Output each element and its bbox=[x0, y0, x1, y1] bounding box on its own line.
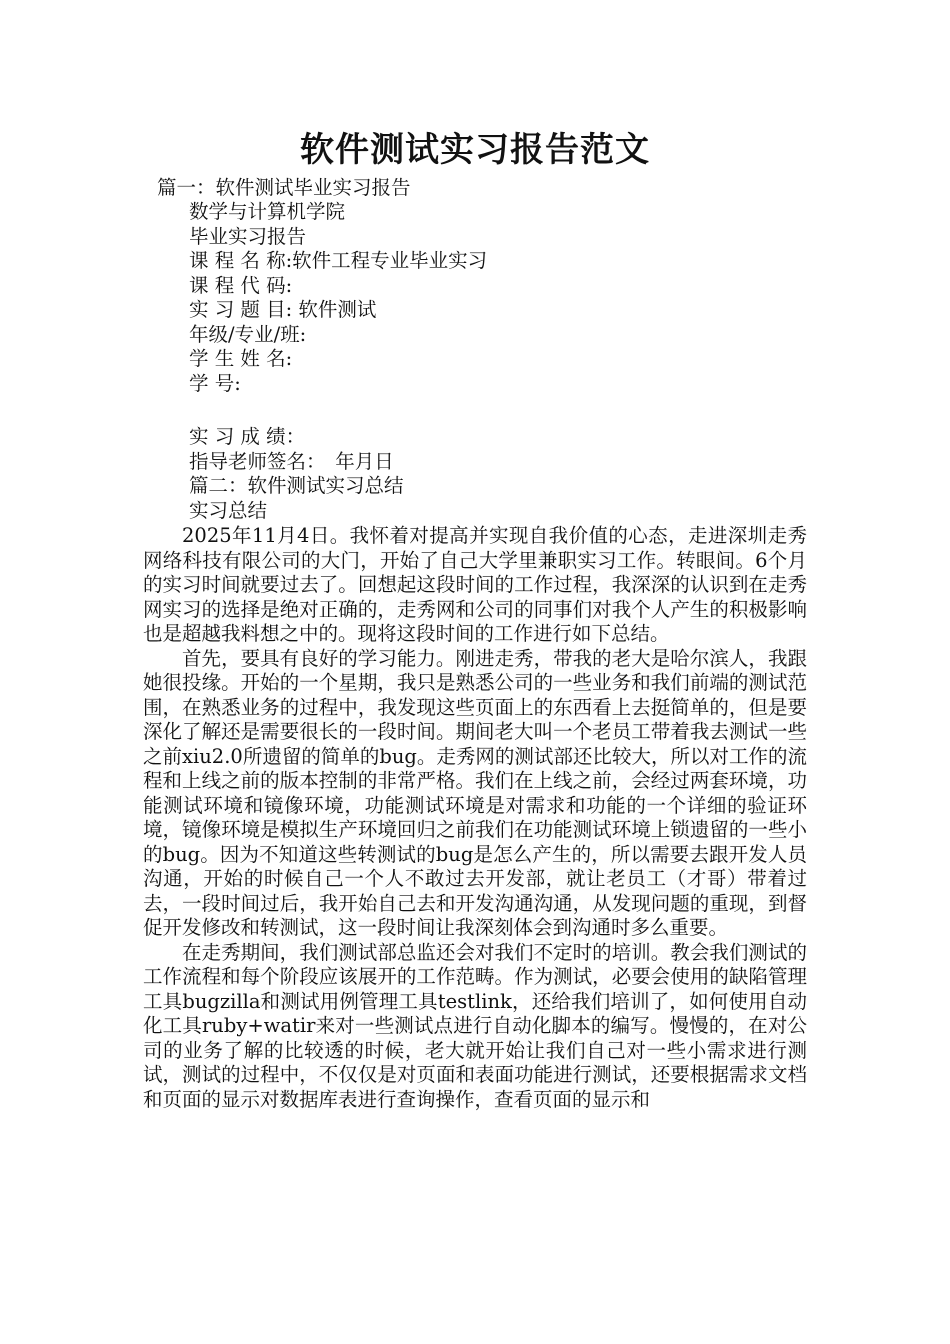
report-type-line: 毕业实习报告 bbox=[189, 225, 307, 248]
part1-heading: 篇一：软件测试毕业实习报告 bbox=[157, 176, 411, 199]
summary-heading: 实习总结 bbox=[189, 499, 268, 522]
part2-heading: 篇二：软件测试实习总结 bbox=[189, 474, 404, 497]
summary-body bbox=[143, 524, 807, 1112]
grade-line: 年级/专业/班: bbox=[189, 323, 307, 346]
student-id-line: 学 号: bbox=[189, 372, 241, 395]
paragraph: 首先，要具有良好的学习能力。刚进走秀，带我的老大是哈尔滨人，我跟她很投缘。开始的一个星期，我只是熟悉公司的一些业务和我们前端的测试范围，在熟悉业务的过程中，我发现这些页面上的东西看上去挺简单的，但是要深化了解还是需要很长的一段时间。期间老大叫一个老员工带着我去测试一些之前xiu2.0所遗留的简单的bug。走秀网的测试部还比较大，所以对工作的流程和上线之前的版本控制的非常严格。我们在上线之前，会经过两套环境，功能测试环境和镜像环境，功能测试环境是对需求和功能的一个详细的验证环境，镜像环境是模拟生产环境回归之前我们在功能测试环境上锁遗留的一些小的bug。因为不知道这些转测试的bug是怎么产生的，所以需要去跟开发人员沟通，开始的时候自己一个人不敢过去开发部，就让老员工（才哥）带着过去，一段时间过后，我开始自己去和开发沟通沟通，从发现问题的重现，到督促开发修改和转测试，这一段时间让我深刻体会到沟通时多么重要。 bbox=[143, 646, 807, 939]
course-name-line: 课 程 名 称:软件工程专业毕业实习 bbox=[189, 249, 488, 272]
student-name-line: 学 生 姓 名: bbox=[189, 347, 293, 370]
topic-line: 实 习 题 目: 软件测试 bbox=[189, 298, 377, 321]
teacher-sign-line: 指导老师签名： 年月日 bbox=[189, 450, 394, 473]
school-line: 数学与计算机学院 bbox=[189, 200, 346, 223]
paragraph: 2025年11月4日。我怀着对提高并实现自我价值的心态，走进深圳走秀网络科技有限公司的大门，开始了自己大学里兼职实习工作。转眼间。6个月的实习时间就要过去了。回想起这段时间的工作过程，我深深的认识到在走秀网实习的选择是绝对正确的，走秀网和公司的同事们对我个人产生的积极影响也是超越我料想之中的。现将这段时间的工作进行如下总结。 bbox=[143, 524, 807, 645]
document-title: 软件测试实习报告范文 bbox=[300, 130, 650, 170]
score-line: 实 习 成 绩： bbox=[189, 425, 306, 448]
course-code-line: 课 程 代 码: bbox=[189, 274, 293, 297]
paragraph: 在走秀期间，我们测试部总监还会对我们不定时的培训。教会我们测试的工作流程和每个阶段应该展开的工作范畴。作为测试，必要会使用的缺陷管理工具bugzilla和测试用例管理工具testlink，还给我们培训了，如何使用自动化工具ruby+watir来对一些测试点进行自动化脚本的编写。慢慢的，在对公司的业务了解的比较透的时候，老大就开始让我们自己对一些小需求进行测试，测试的过程中，不仅仅是对页面和表面功能进行测试，还要根据需求文档和页面的显示对数据库表进行查询操作，查看页面的显示和 bbox=[143, 940, 807, 1111]
